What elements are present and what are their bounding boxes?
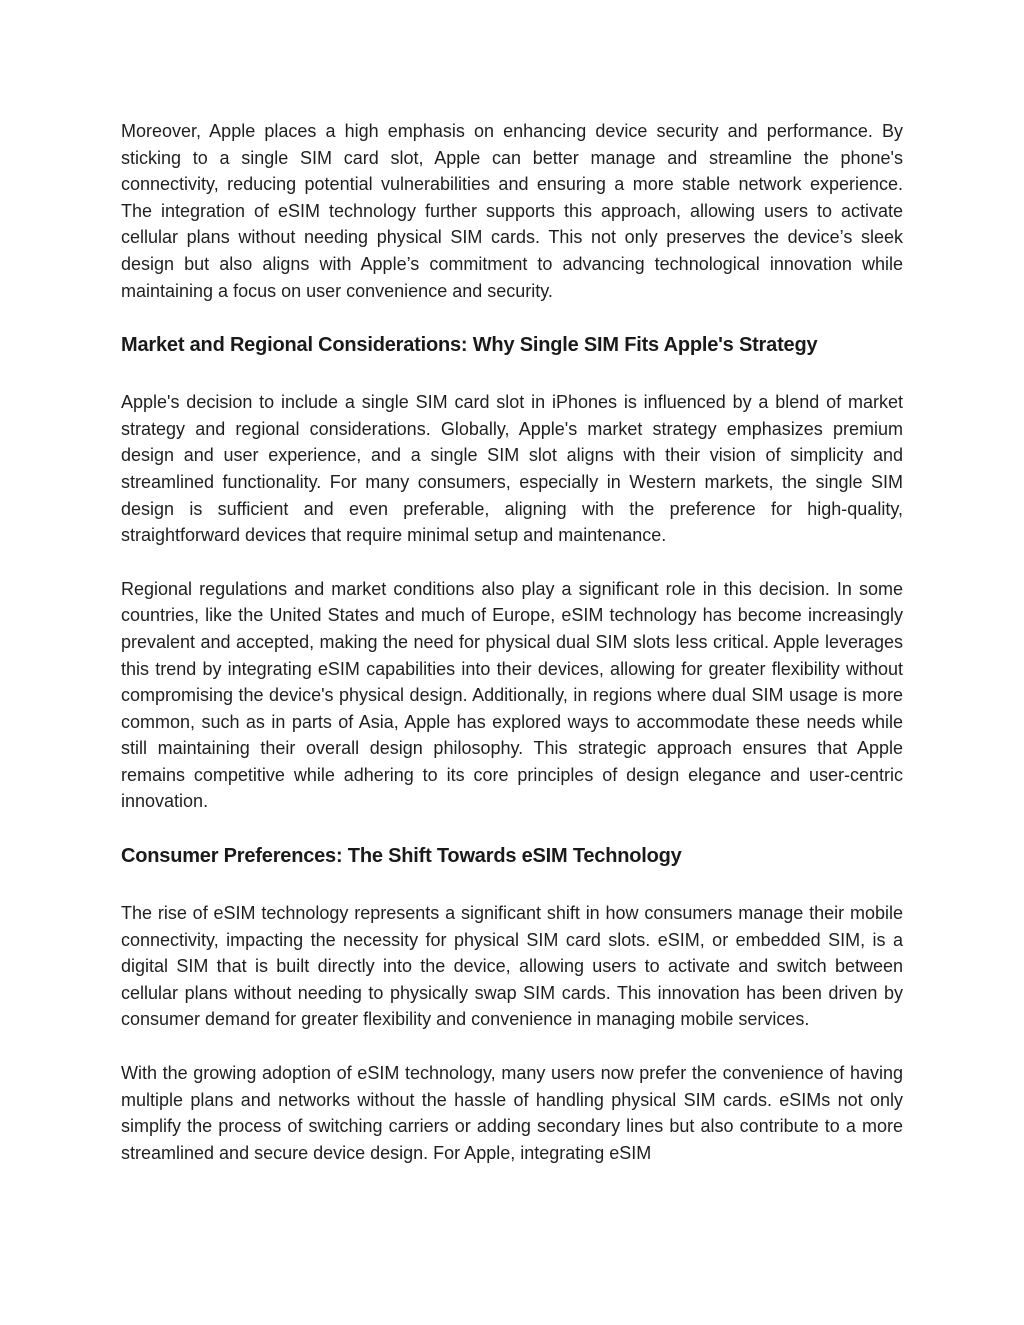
paragraph-esim-adoption: With the growing adoption of eSIM technology, many users now prefer the convenience of having multiple plans and networks without the hassle of handling physical SIM cards. eSIMs not only simplify the process of switching carriers or adding secondary lines but also contribute to a more streamlined and secure device design. For Apple, integrating eSIM xyxy=(121,1063,903,1163)
paragraph-regional-regulations: Regional regulations and market conditions also play a significant role in this decision. In some countries, like the United States and much of Europe, eSIM technology has become increasingly prevalent and accepted, making the need for physical dual SIM slots less critical. Apple leverages this trend by integrating eSIM capabilities into their devices, allowing for greater flexibility without compromising the device's physical design. Additionally, in regions where dual SIM usage is more common, such as in parts of Asia, Apple has explored ways to accommodate these needs while still maintaining their overall design philosophy. This strategic approach ensures that Apple remains competitive while adhering to its core principles of design elegance and user-centric innovation. xyxy=(121,578,903,812)
document-body xyxy=(121,118,903,1166)
heading-consumer-preferences: Consumer Preferences: The Shift Towards eSIM Technology xyxy=(121,845,682,868)
paragraph-market-strategy: Apple's decision to include a single SIM card slot in iPhones is influenced by a blend of market strategy and regional considerations. Globally, Apple's market strategy emphasizes premium design and user experience, and a single SIM slot aligns with their vision of simplicity and streamlined functionality. For many consumers, especially in Western markets, the single SIM design is sufficient and even preferable, aligning with the preference for high-quality, straightforward devices that require minimal setup and maintenance. xyxy=(121,392,903,546)
paragraph-security-performance: Moreover, Apple places a high emphasis on enhancing device security and performance. By sticking to a single SIM card slot, Apple can better manage and streamline the phone's connectivity, reducing potential vulnerabilities and ensuring a more stable network experience. The integration of eSIM technology further supports this approach, allowing users to activate cellular plans without needing physical SIM cards. This not only preserves the device’s sleek design but also aligns with Apple’s commitment to advancing technological innovation while maintaining a focus on user convenience and security. xyxy=(121,121,903,301)
heading-market-regional: Market and Regional Considerations: Why Single SIM Fits Apple's Strategy xyxy=(121,334,818,357)
paragraph-esim-rise: The rise of eSIM technology represents a significant shift in how consumers manage their mobile connectivity, impacting the necessity for physical SIM card slots. eSIM, or embedded SIM, is a digital SIM that is built directly into the device, allowing users to activate and switch between cellular plans without needing to physically swap SIM cards. This innovation has been driven by consumer demand for greater flexibility and convenience in managing mobile services. xyxy=(121,903,903,1030)
